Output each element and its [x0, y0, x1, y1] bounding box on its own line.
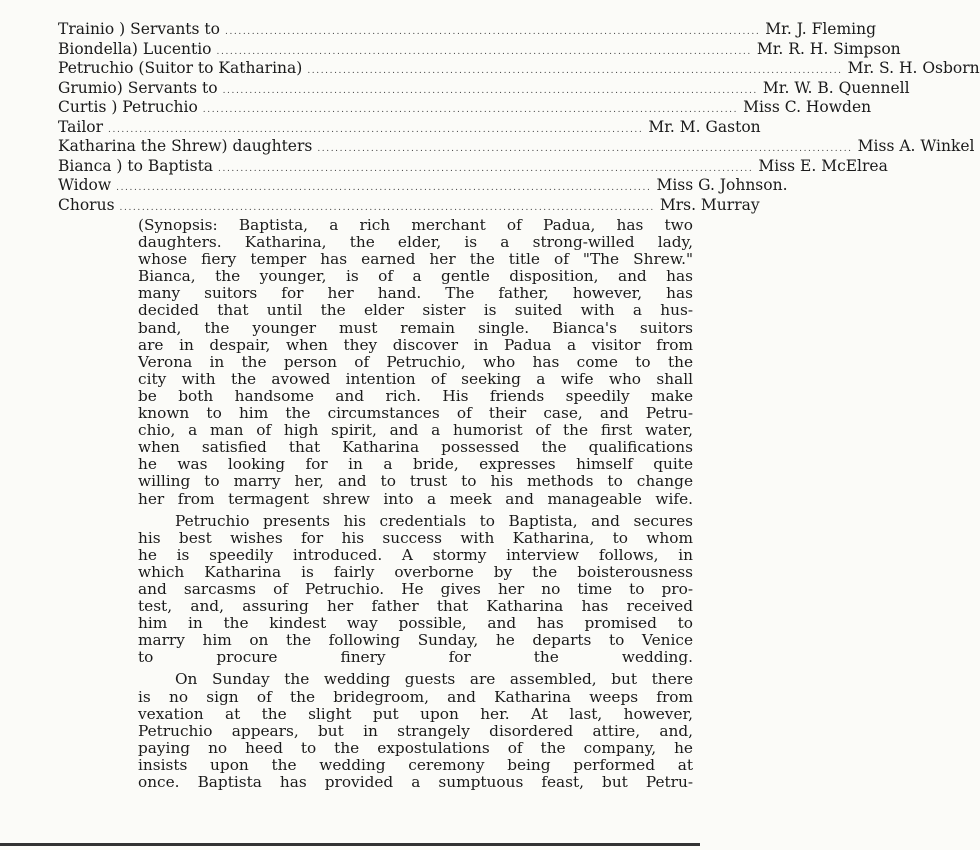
synopsis-paragraph	[138, 513, 693, 667]
synopsis-paragraph	[138, 217, 693, 508]
synopsis-line: are in despair, when they discover in Padua a visitor from	[138, 335, 693, 354]
cast-row	[58, 20, 877, 40]
cast-actor: Miss G. Johnson.	[656, 176, 788, 194]
synopsis-paragraph	[138, 671, 693, 791]
cast-role: Tailor	[58, 117, 104, 136]
synopsis-line: he was looking for in a bride, expresses himself quite	[138, 455, 693, 474]
bottom-rule-divider	[0, 843, 700, 846]
synopsis-line: when satisfied that Katharina possessed the qualifications	[138, 438, 693, 457]
synopsis-line: many suitors for her hand. The father, however, has	[138, 284, 693, 303]
synopsis-line: band, the younger must remain single. Bianca's suitors	[138, 318, 693, 337]
cast-actor: Mr. S. H. Osborn	[847, 59, 980, 77]
synopsis-line: Petruchio presents his credentials to Baptista, and secures	[175, 511, 693, 530]
cast-role: Chorus	[58, 195, 115, 214]
cast-role: Biondella) Lucentio	[58, 39, 212, 58]
cast-role: Bianca ) to Baptista	[58, 156, 214, 175]
synopsis-line: is no sign of the bridegroom, and Katharina weeps from	[138, 687, 693, 706]
synopsis-line: willing to marry her, and to trust to his methods to change	[138, 472, 693, 491]
synopsis-line: known to him the circumstances of their case, and Petru-	[138, 404, 693, 423]
cast-row	[58, 59, 980, 79]
leader-dots: ........................................................................................................................	[202, 105, 739, 115]
synopsis-line: which Katharina is fairly overborne by the boisterousness	[138, 562, 693, 581]
cast-row	[58, 195, 760, 216]
leader-dots: ........................................................................................................................	[216, 46, 752, 57]
cast-role: Trainio ) Servants to	[58, 20, 220, 38]
cast-actor: Miss E. McElrea	[758, 156, 888, 175]
synopsis-line: whose fiery temper has earned her the title of "The Shrew."	[138, 250, 693, 269]
cast-actor: Mrs. Murray	[659, 195, 760, 214]
synopsis-line: he is speedily introduced. A stormy interview follows, in	[138, 545, 693, 564]
synopsis-line: his best wishes for his success with Katharina, to whom	[138, 528, 693, 547]
synopsis-line: test, and, assuring her father that Katharina has received	[138, 597, 693, 616]
cast-row	[58, 176, 788, 196]
leader-dots: ........................................................................................................................	[119, 202, 655, 213]
cast-actor: Mr. J. Fleming	[765, 20, 877, 38]
cast-actor: Miss C. Howden	[743, 98, 872, 116]
synopsis-line: Petruchio appears, but in strangely disordered attire, and,	[138, 721, 693, 740]
leader-dots: ........................................................................................................................	[222, 85, 758, 96]
cast-row	[58, 156, 888, 177]
cast-role: Katharina the Shrew) daughters	[58, 137, 313, 155]
synopsis-line: paying no heed to the expostulations of the company, he	[138, 738, 693, 757]
synopsis-line: once. Baptista has provided a sumptuous feast, but Petru-	[138, 773, 693, 791]
cast-actor: Miss A. Winkel	[857, 137, 975, 155]
synopsis-line: Bianca, the younger, is of a gentle disposition, and has	[138, 267, 693, 286]
leader-dots: ........................................................................................................................	[307, 66, 843, 76]
cast-row	[58, 78, 910, 99]
synopsis-line: marry him on the following Sunday, he departs to Venice	[138, 631, 693, 650]
cast-row	[58, 117, 761, 138]
cast-actor: Mr. M. Gaston	[648, 117, 761, 136]
synopsis-line: On Sunday the wedding guests are assembled, but there	[175, 670, 693, 689]
synopsis-line: (Synopsis: Baptista, a rich merchant of Padua, has two	[138, 216, 693, 234]
cast-row	[58, 98, 872, 118]
synopsis-line: him in the kindest way possible, and has promised to	[138, 614, 693, 633]
leader-dots: ........................................................................................................................	[116, 183, 652, 193]
synopsis-line: chio, a man of high spirit, and a humorist of the first water,	[138, 421, 693, 440]
synopsis-line: and sarcasms of Petruchio. He gives her no time to pro-	[138, 579, 693, 598]
synopsis-line: her from termagent shrew into a meek and manageable wife.	[138, 489, 693, 508]
synopsis-line: city with the avowed intention of seeking a wife who shall	[138, 369, 693, 388]
cast-actor: Mr. W. B. Quennell	[762, 78, 910, 97]
synopsis-line: vexation at the slight put upon her. At last, however,	[138, 704, 693, 723]
synopsis-line: be both handsome and rich. His friends speedily make	[138, 386, 693, 405]
cast-role: Petruchio (Suitor to Katharina)	[58, 59, 303, 77]
cast-actor: Mr. R. H. Simpson	[756, 39, 901, 58]
cast-list	[58, 20, 980, 215]
synopsis-text	[138, 217, 693, 791]
synopsis-line: Verona in the person of Petruchio, who has come to the	[138, 352, 693, 371]
synopsis-line: daughters. Katharina, the elder, is a strong-willed lady,	[138, 233, 693, 252]
cast-role: Grumio) Servants to	[58, 78, 218, 97]
cast-role: Curtis ) Petruchio	[58, 98, 198, 116]
leader-dots: ........................................................................................................................	[224, 27, 761, 37]
leader-dots: ........................................................................................................................	[317, 144, 853, 154]
leader-dots: ........................................................................................................................	[218, 163, 754, 174]
cast-row	[58, 137, 975, 157]
cast-row	[58, 39, 901, 60]
synopsis-line: to procure finery for the wedding.	[138, 648, 693, 667]
cast-role: Widow	[58, 176, 112, 194]
leader-dots: ........................................................................................................................	[108, 124, 644, 135]
synopsis-line: decided that until the elder sister is suited with a hus-	[138, 301, 693, 320]
synopsis-line: insists upon the wedding ceremony being performed at	[138, 755, 693, 774]
